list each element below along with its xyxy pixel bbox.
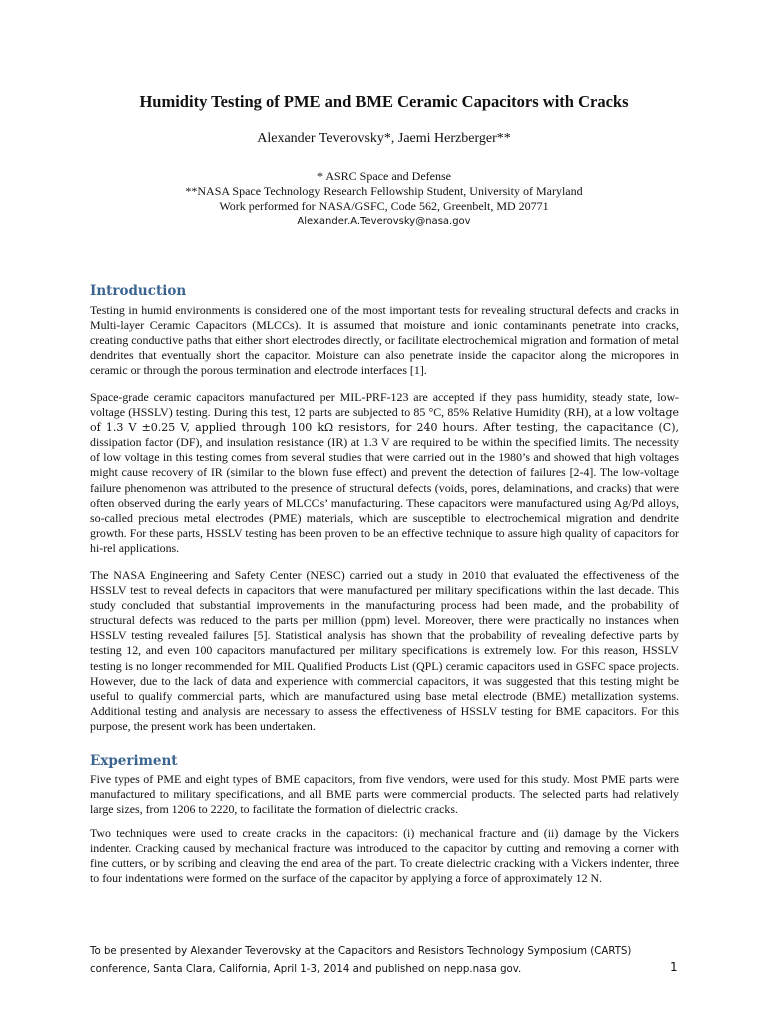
- section-heading-introduction: Introduction: [90, 283, 187, 299]
- experiment-paragraph-1: Five types of PME and eight types of BME capacitors, from five vendors, were used for this study. Most PME parts were manufactured to military specifications, and all BME parts were commercial products. The selected parts had relatively large sizes, from 1206 to 2220, to facilitate the formation of dielectric cracks.: [90, 772, 679, 817]
- affiliation-1: * ASRC Space and Defense: [317, 169, 451, 183]
- experiment-paragraph-2: Two techniques were used to create cracks in the capacitors: (i) mechanical fracture and (ii) damage by the Vickers indenter. Cracking caused by mechanical fracture was introduced to the capacitor by cutting and removing a corner with fine cutters, or by scribing and cleaving the end area of the part. To create dielectric cracking with a Vickers indenter, three to four indentations were formed on the surface of the capacitor by applying a force of approximately 12 N.: [90, 826, 679, 886]
- intro-paragraph-1: Testing in humid environments is considered one of the most important tests for revealing structural defects and cracks in Multi-layer Ceramic Capacitors (MLCCs). It is assumed that moisture and ionic contaminants penetrate into cracks, creating conductive paths that either short electrodes directly, or facilitate electrochemical migration and formation of metal dendrites that eventually short the capacitor. Moisture can also penetrate inside the capacitor along the micropores in ceramic or through the porous termination and electrode interfaces [1].: [90, 303, 679, 378]
- intro-paragraph-2-part-a: Space-grade ceramic capacitors manufactured per MIL-PRF-123 are accepted if they pass humidity, steady state, low-voltage (HSSLV) testing. During this test, 12 parts are subjected to 85 °C, 85% Relative Humidity (RH), at a: [90, 390, 679, 420]
- intro-paragraph-2-part-b: low voltage of 1.3 V ±0.25 V, applied through 100 kΩ resistors, for 240 hours. After testing, the capacitance (C),: [90, 406, 679, 435]
- section-heading-experiment: Experiment: [90, 753, 178, 769]
- paper-title: Humidity Testing of PME and BME Ceramic Capacitors with Cracks: [139, 92, 629, 111]
- intro-paragraph-2-part-c: dissipation factor (DF), and insulation resistance (IR) at 1.3 V are required to be within the specified limits. The necessity of low voltage in this testing comes from several studies that were carried out in the 1980’s and showed that high voltages might cause recovery of IR (similar to the blown fuse effect) and prevent the detection of failures [2-4]. The low-voltage failure phenomenon was attributed to the presence of structural defects (voids, pores, delaminations, and cracks) that were often observed during the early years of MLCCs’ manufacturing. These capacitors were manufactured using Ag/Pd alloys, so-called precious metal electrodes (PME) materials, which are susceptible to electrochemical migration and dendrite growth. For these parts, HSSLV testing has been proven to be an effective technique to assure high quality of capacitors for hi-rel applications.: [90, 435, 679, 555]
- intro-paragraph-3: The NASA Engineering and Safety Center (NESC) carried out a study in 2010 that evaluated the effectiveness of the HSSLV test to reveal defects in capacitors that were manufactured per military specifications within the last decade. This study concluded that substantial improvements in the manufacturing process had been made, and the probability of structural defects was reduced to the parts per million (ppm) level. Moreover, there were practically no instances when HSSLV testing revealed failures [5]. Statistical analysis has shown that the probability of revealing defective parts by testing 12, and even 100 capacitors manufactured per military specifications is extremely low. For this reason, HSSLV testing is no longer recommended for MIL Qualified Products List (QPL) ceramic capacitors used in GSFC space projects. However, due to the lack of data and experience with commercial capacitors, it was suggested that this testing might be useful to qualify commercial parts, which are manufactured using base metal electrode (BME) metallization systems. Additional testing and analysis are necessary to assess the effectiveness of HSSLV testing for BME capacitors. For this purpose, the present work has been undertaken.: [90, 568, 679, 733]
- author-email: Alexander.A.Teverovsky@nasa.gov: [297, 216, 471, 227]
- footer-line-2: conference, Santa Clara, California, April 1-3, 2014 and published on nepp.nasa gov.: [90, 964, 522, 975]
- affiliation-2: **NASA Space Technology Research Fellowship Student, University of Maryland: [185, 184, 583, 198]
- intro-paragraph-2: [90, 390, 679, 556]
- footer-line-1: To be presented by Alexander Teverovsky at the Capacitors and Resistors Technology Symposium (CARTS): [90, 946, 632, 957]
- page-number: 1: [670, 960, 678, 974]
- affiliation-3: Work performed for NASA/GSFC, Code 562, Greenbelt, MD 20771: [219, 199, 549, 213]
- author-list: Alexander Teverovsky*, Jaemi Herzberger**: [257, 131, 511, 146]
